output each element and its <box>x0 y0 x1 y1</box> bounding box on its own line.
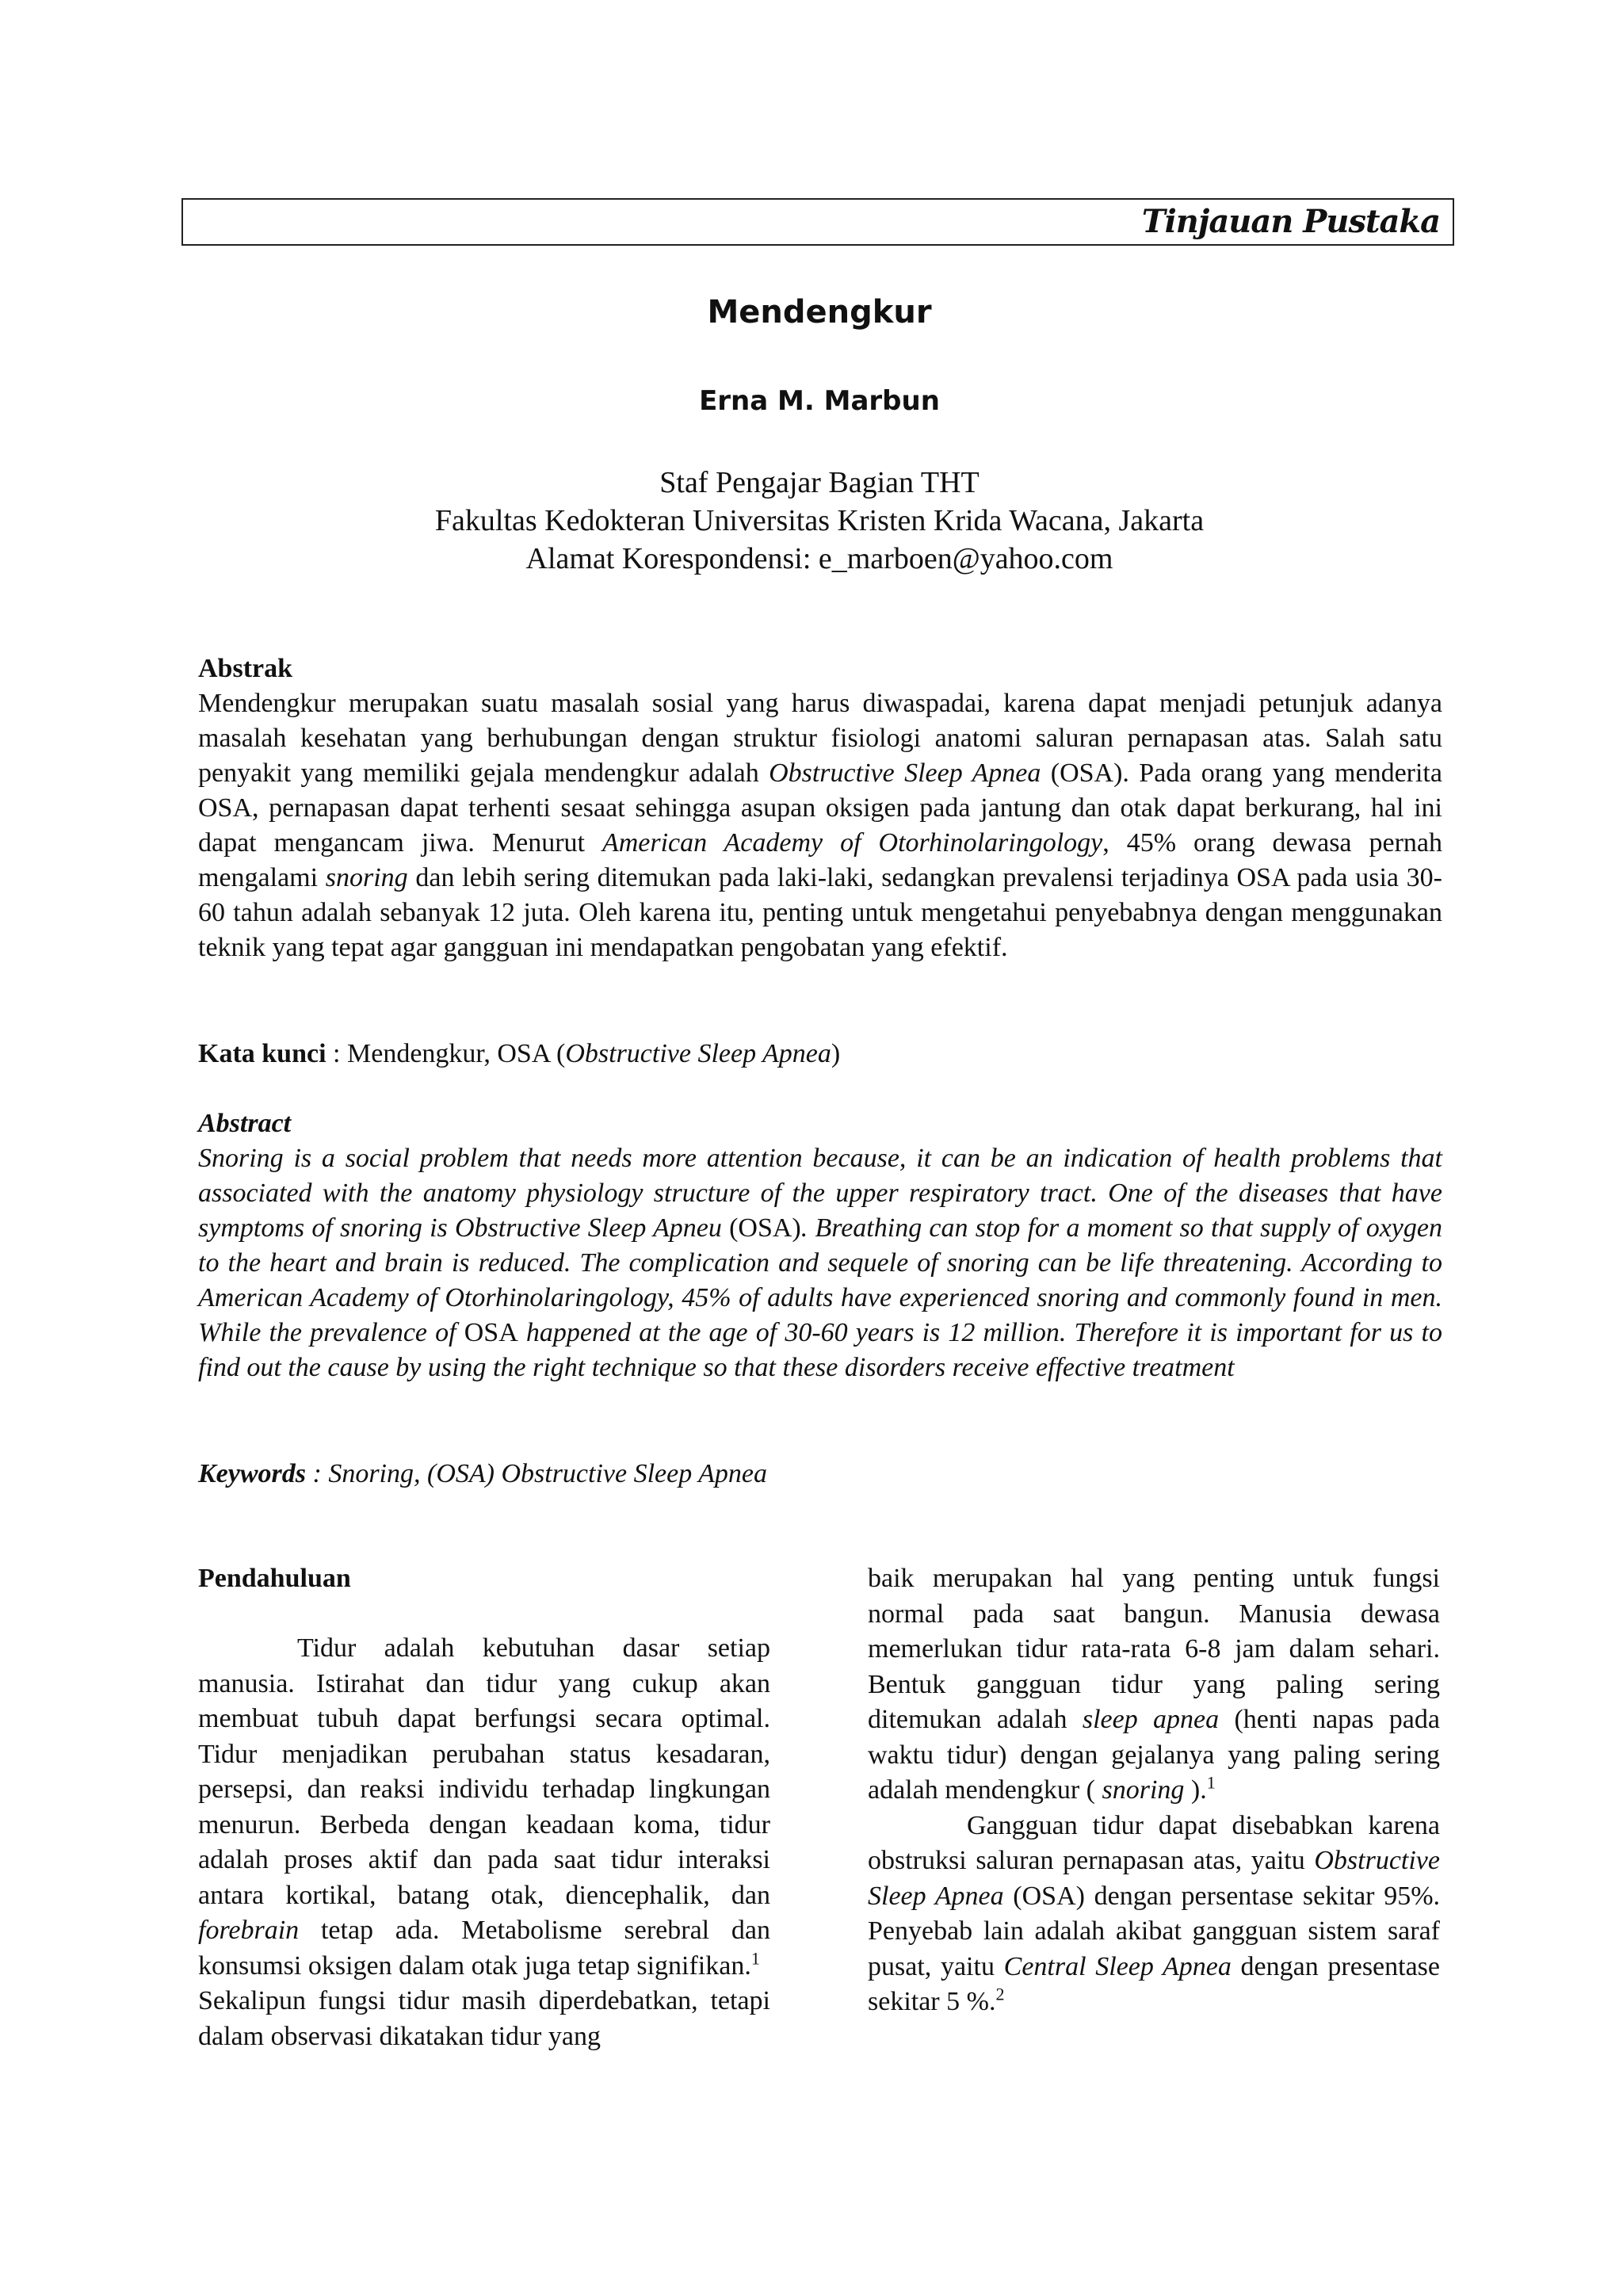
affiliation-line: Alamat Korespondensi: e_marboen@yahoo.com <box>525 542 1113 575</box>
citation-ref: 1 <box>750 1948 760 1969</box>
abstrak-text: Mendengkur merupakan suatu masalah sosial yang harus diwaspadai, karena dapat menjadi petunjuk adanya masalah kesehatan yang berhubungan dengan struktur fisiologi anatomi saluran pernapasan atas. Salah satu penyakit yang memiliki gejala mendengkur adalah Obstructive Sleep Apnea (OSA). Pada orang yang menderita OSA, pernapasan dapat terhenti sesaat sehingga asupan oksigen pada jantung dan otak dapat berkurang, hal ini dapat mengancam jiwa. Menurut American Academy of Otorhinolaringology, 45% orang dewasa pernah mengalami snoring dan lebih sering ditemukan pada laki-laki, sedangkan prevalensi terjadinya OSA pada usia 30-60 tahun adalah sebanyak 12 juta. Oleh karena itu, penting untuk mengetahui penyebabnya dengan menggunakan teknik yang tepat agar gangguan ini mendapatkan pengobatan yang efektif. <box>198 689 1443 962</box>
body-paragraph: Tidur adalah kebutuhan dasar setiap manusia. Istirahat dan tidur yang cukup akan membuat tubuh dapat berfungsi secara optimal. Tidur menjadikan perubahan status kesadaran, persepsi, dan reaksi individu terhadap lingkungan menurun. Berbeda dengan keadaan koma, tidur adalah proses aktif dan pada saat tidur interaksi antara kortikal, batang otak, diencephalik, dan forebrain tetap ada. Metabolisme serebral dan konsumsi oksigen dalam otak juga tetap signifikan.$^1$ <box>198 1633 770 1981</box>
abstract-heading: Abstract <box>198 1109 292 1138</box>
keywords: Keywords : Snoring, (OSA) Obstructive Sleep Apnea <box>198 1459 767 1488</box>
article-title: Mendengkur <box>707 294 932 330</box>
article-author: Erna M. Marbun <box>699 385 940 417</box>
citation-ref: 2 <box>995 1984 1005 2004</box>
affiliation-line: Fakultas Kedokteran Universitas Kristen Krida Wacana, Jakarta <box>434 504 1205 537</box>
abstract-section <box>198 1106 1442 1385</box>
kata-kunci-label: Kata kunci <box>198 1039 327 1068</box>
abstract-text: Snoring is a social problem that needs more attention because, it can be an indication of health problems that associated with the anatomy physiology structure of the upper respiratory tract. One of the diseases that have symptoms of snoring is Obstructive Sleep Apneu (OSA). Breathing can stop for a moment so that supply of oxygen to the heart and brain is reduced. The complication and sequele of snoring can be life threatening. According to American Academy of Otorhinolaringology, 45% of adults have experienced snoring and commonly found in men. While the prevalence of OSA happened at the age of 30-60 years is 12 million. Therefore it is important for us to find out the cause by using the right technique so that these disorders receive effective treatment <box>198 1144 1442 1382</box>
keywords-label: Keywords <box>198 1459 306 1488</box>
kata-kunci: Kata kunci : Mendengkur, OSA (Obstructive Sleep Apnea) <box>198 1039 841 1068</box>
section-label: Tinjauan Pustaka <box>1141 203 1440 240</box>
section-label-box <box>181 198 1454 246</box>
author-affiliation <box>0 464 1623 578</box>
affiliation-line: Staf Pengajar Bagian THT <box>659 466 980 499</box>
body-paragraph: baik merupakan hal yang penting untuk fungsi normal pada saat bangun. Manusia dewasa memerlukan tidur rata-rata 6-8 jam dalam sehari. Bentuk gangguan tidur yang paling sering ditemukan adalah sleep apnea (henti napas pada waktu tidur) dengan gejalanya yang paling sering adalah mendengkur ( snoring ).$^1$ <box>868 1564 1440 1805</box>
abstrak-section <box>198 651 1442 965</box>
body-right-column <box>868 1561 1440 2020</box>
citation-ref: 1 <box>1206 1772 1216 1793</box>
body-paragraph: Sekalipun fungsi tidur masih diperdebatkan, tetapi dalam observasi dikatakan tidur yang <box>198 1986 770 2051</box>
body-paragraph: Gangguan tidur dapat disebabkan karena obstruksi saluran pernapasan atas, yaitu Obstructive Sleep Apnea (OSA) dengan persentase sekitar 95%. Penyebab lain adalah akibat gangguan sistem saraf pusat, yaitu Central Sleep Apnea dengan presentase sekitar 5 %.$^2$ <box>868 1810 1441 2016</box>
body-left-column <box>198 1561 770 2054</box>
abstrak-heading: Abstrak <box>198 654 293 683</box>
section-heading: Pendahuluan <box>198 1564 351 1593</box>
